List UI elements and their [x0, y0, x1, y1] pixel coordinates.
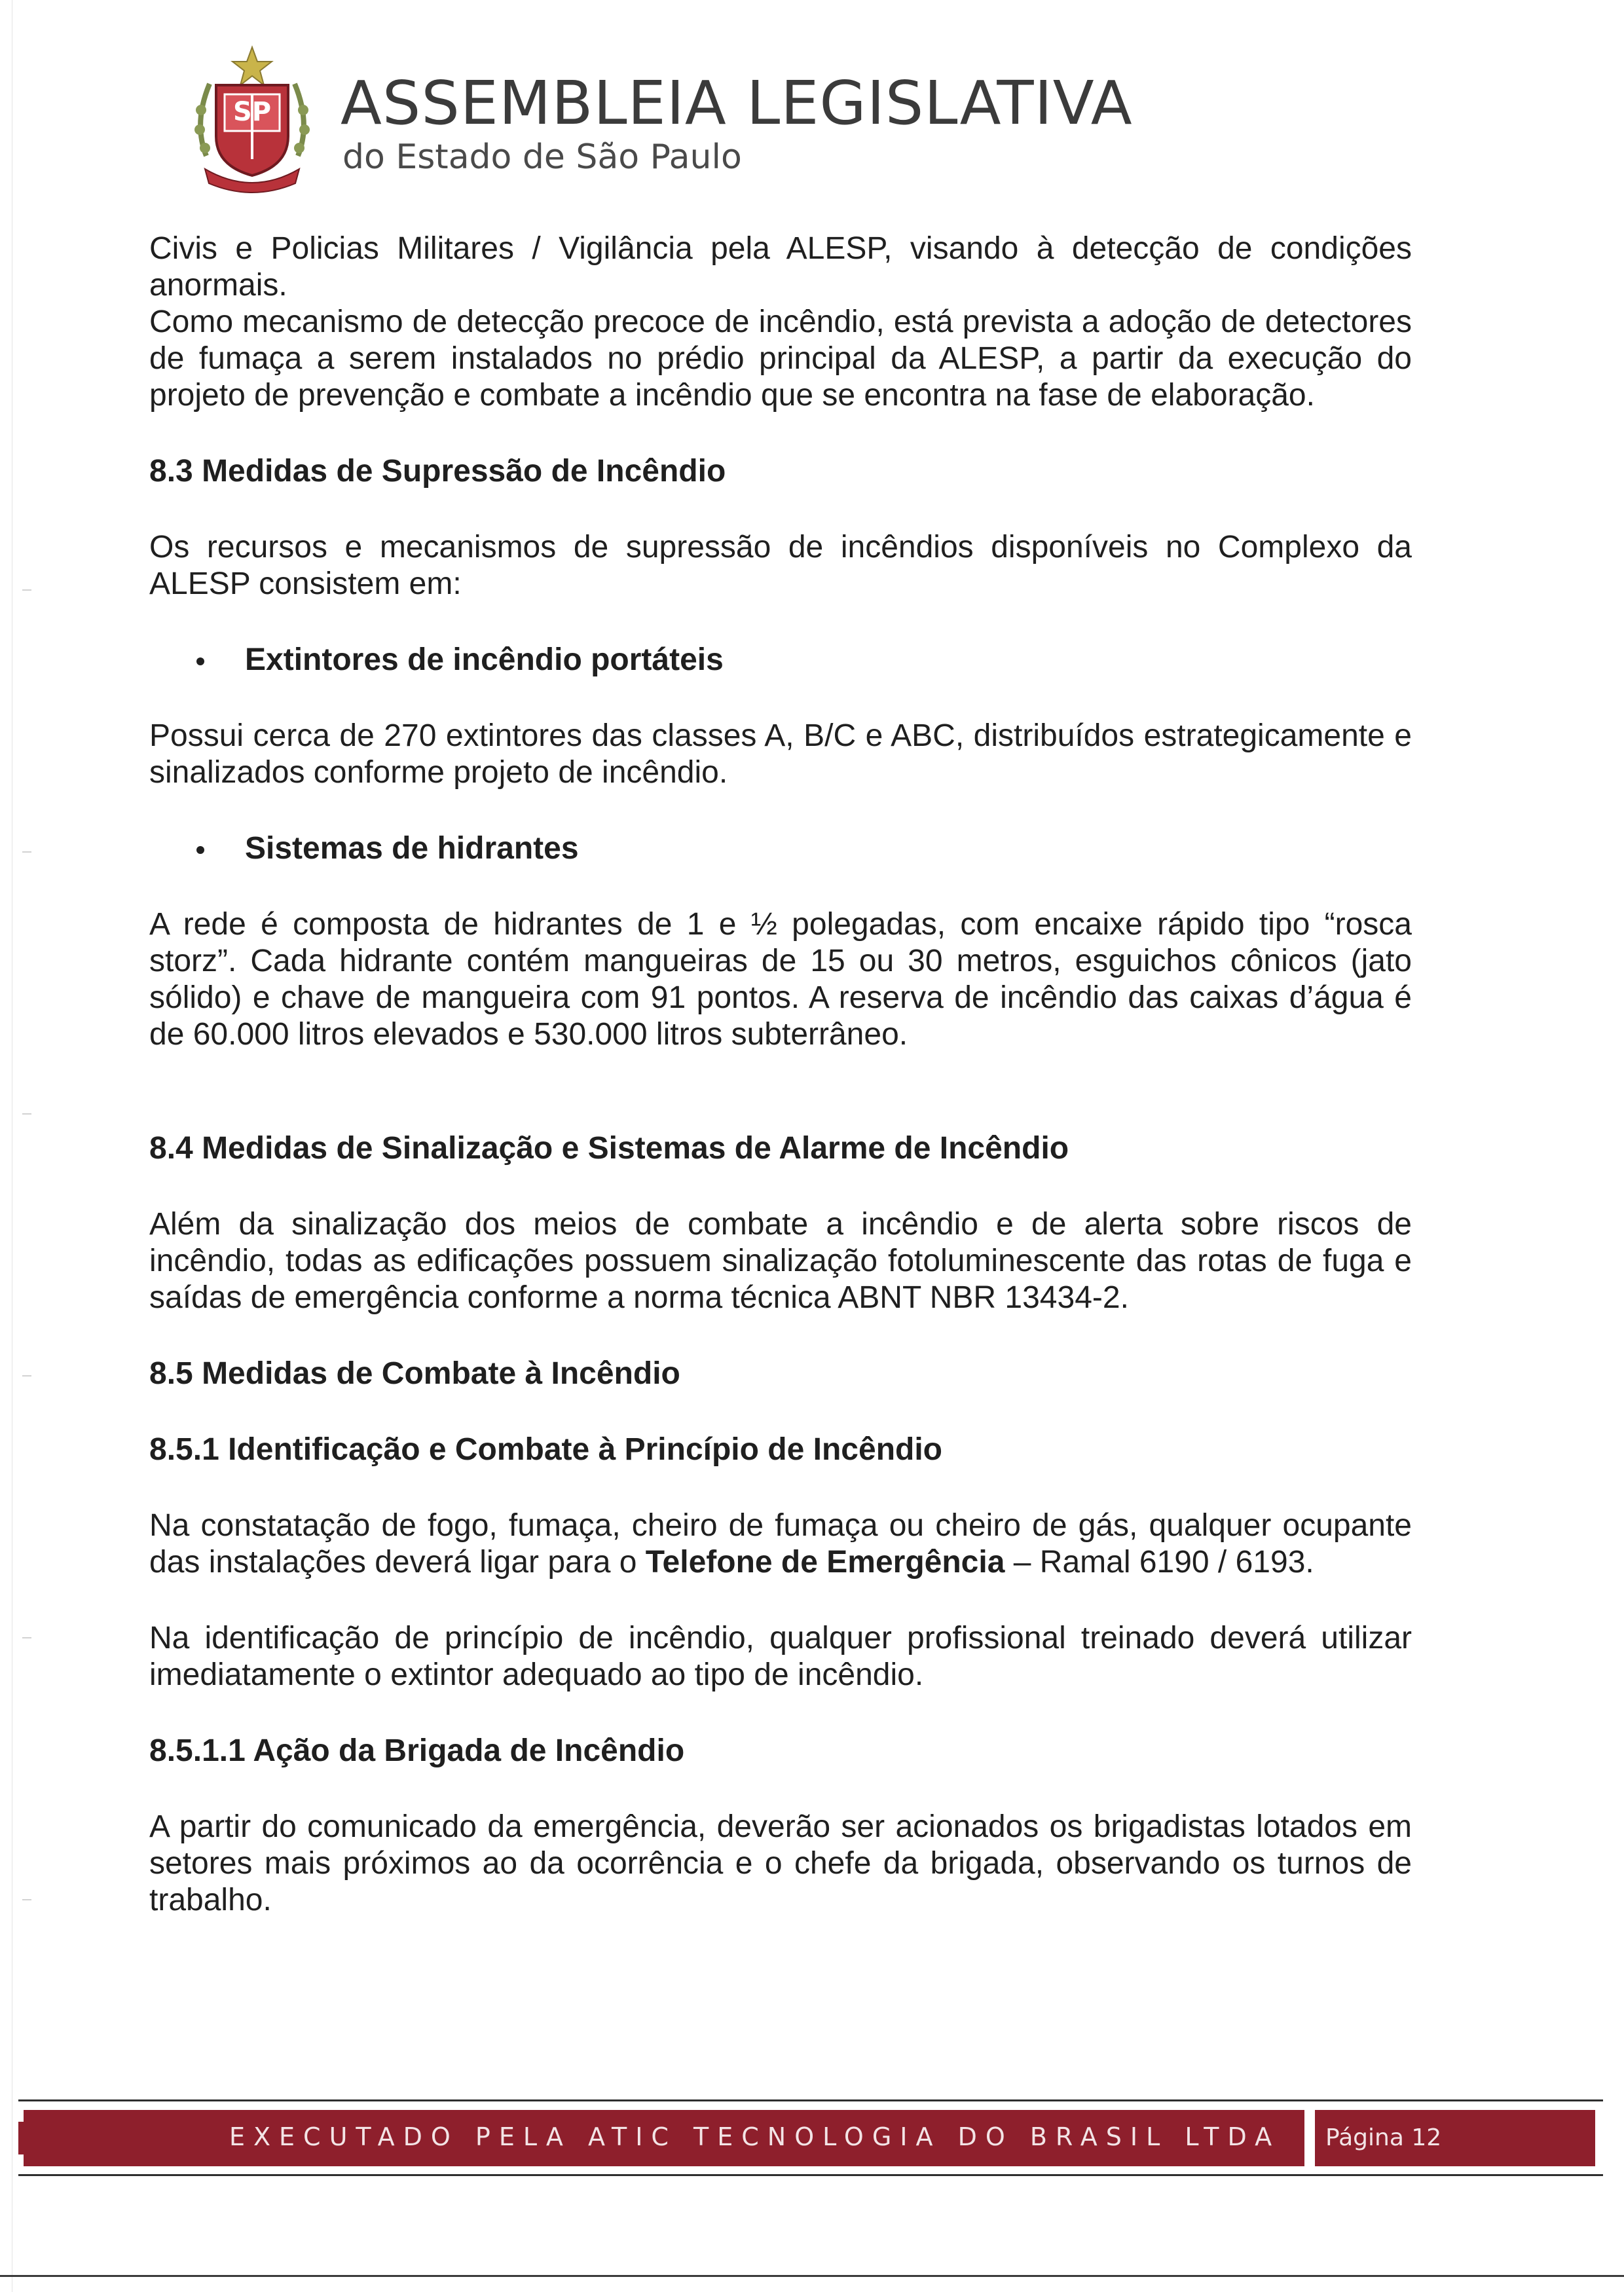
- paragraph-8-5-1-b: Na identificação de princípio de incêndio, qualquer profissional treinado deverá utilizar imediatamente o extintor adequado ao tipo de incêndio.: [149, 1621, 1412, 1692]
- section-heading-8-5-1-1: 8.5.1.1 Ação da Brigada de Incêndio: [149, 1733, 685, 1768]
- paragraph-intro-2: Como mecanismo de detecção precoce de incêndio, está prevista a adoção de detectores de fumaça a serem instalados no prédio principal da ALESP, a partir da execução do projeto de prevenção e combate a incêndio que se encontra na fase de elaboração.: [149, 305, 1412, 413]
- bullet-item-extintores: [149, 642, 1412, 678]
- section-heading-8-5-1: 8.5.1 Identificação e Combate à Princípio de Incêndio: [149, 1432, 942, 1467]
- section-heading-8-3: 8.3 Medidas de Supressão de Incêndio: [149, 454, 726, 489]
- org-title: ASSEMBLEIA LEGISLATIVA: [341, 68, 1133, 138]
- paragraph-extintores: Possui cerca de 270 extintores das classes A, B/C e ABC, distribuídos estrategicamente e sinalizados conforme projeto de incêndio.: [149, 718, 1412, 790]
- paragraph-8-4: Além da sinalização dos meios de combate a incêndio e de alerta sobre riscos de incêndio, todas as edificações possuem sinalização fotoluminescente das rotas de fuga e saídas de emergência conforme a norma técnica ABNT NBR 13434-2.: [149, 1207, 1412, 1315]
- bullet-label: Extintores de incêndio portáteis: [245, 642, 724, 677]
- org-subtitle: do Estado de São Paulo: [342, 138, 742, 177]
- margin-tick: [22, 1113, 31, 1115]
- bullet-dot-icon: [196, 657, 204, 665]
- state-seal-icon: [187, 45, 318, 195]
- bullet-dot-icon: [196, 846, 204, 854]
- page-number: Página 12: [1325, 2124, 1442, 2151]
- footer-executor-text: EXECUTADO PELA ATIC TECNOLOGIA DO BRASIL LTDA: [229, 2122, 1281, 2151]
- paragraph-8-5-1-1: A partir do comunicado da emergência, deverão ser acionados os brigadistas lotados em setores mais próximos ao da ocorrência e o chefe da brigada, observando os turnos de trabalho.: [149, 1809, 1412, 1917]
- bullet-label: Sistemas de hidrantes: [245, 831, 579, 866]
- footer-rule-top: [18, 2099, 1603, 2101]
- document-body: [149, 231, 1412, 1958]
- paragraph-intro-1: Civis e Policias Militares / Vigilância pela ALESP, visando à detecção de condições anormais.: [149, 231, 1412, 303]
- margin-tick: [22, 1637, 31, 1638]
- page-bottom-rule: [0, 2275, 1624, 2277]
- paragraph-8-5-1-a: Na constatação de fogo, fumaça, cheiro de fumaça ou cheiro de gás, qualquer ocupante das instalações deverá ligar para o Telefone de Emergência – Ramal 6190 / 6193.: [149, 1508, 1412, 1580]
- section-heading-8-4: 8.4 Medidas de Sinalização e Sistemas de Alarme de Incêndio: [149, 1131, 1069, 1166]
- paragraph-hidrantes: A rede é composta de hidrantes de 1 e ½ polegadas, com encaixe rápido tipo “rosca storz”. Cada hidrante contém mangueiras de 15 ou 30 metros, esguichos cônicos (jato sólido) e chave de mangueira com 91 pontos. A reserva de incêndio das caixas d’água é de 60.000 litros elevados e 530.000 litros subterrâneo.: [149, 907, 1412, 1052]
- emergency-phone-label: Telefone de Emergência: [645, 1545, 1005, 1580]
- section-heading-8-5: 8.5 Medidas de Combate à Incêndio: [149, 1356, 680, 1391]
- paragraph-8-3: Os recursos e mecanismos de supressão de incêndios disponíveis no Complexo da ALESP consistem em:: [149, 530, 1412, 601]
- margin-tick: [22, 1899, 31, 1900]
- margin-tick: [22, 851, 31, 853]
- svg-text:SP: SP: [232, 97, 272, 127]
- bullet-item-hidrantes: [149, 830, 1412, 867]
- margin-tick: [22, 589, 31, 591]
- letterhead: [187, 45, 1300, 202]
- footer-rule-bottom: [18, 2174, 1603, 2176]
- margin-tick: [22, 1375, 31, 1377]
- page-left-edge: [0, 0, 12, 2292]
